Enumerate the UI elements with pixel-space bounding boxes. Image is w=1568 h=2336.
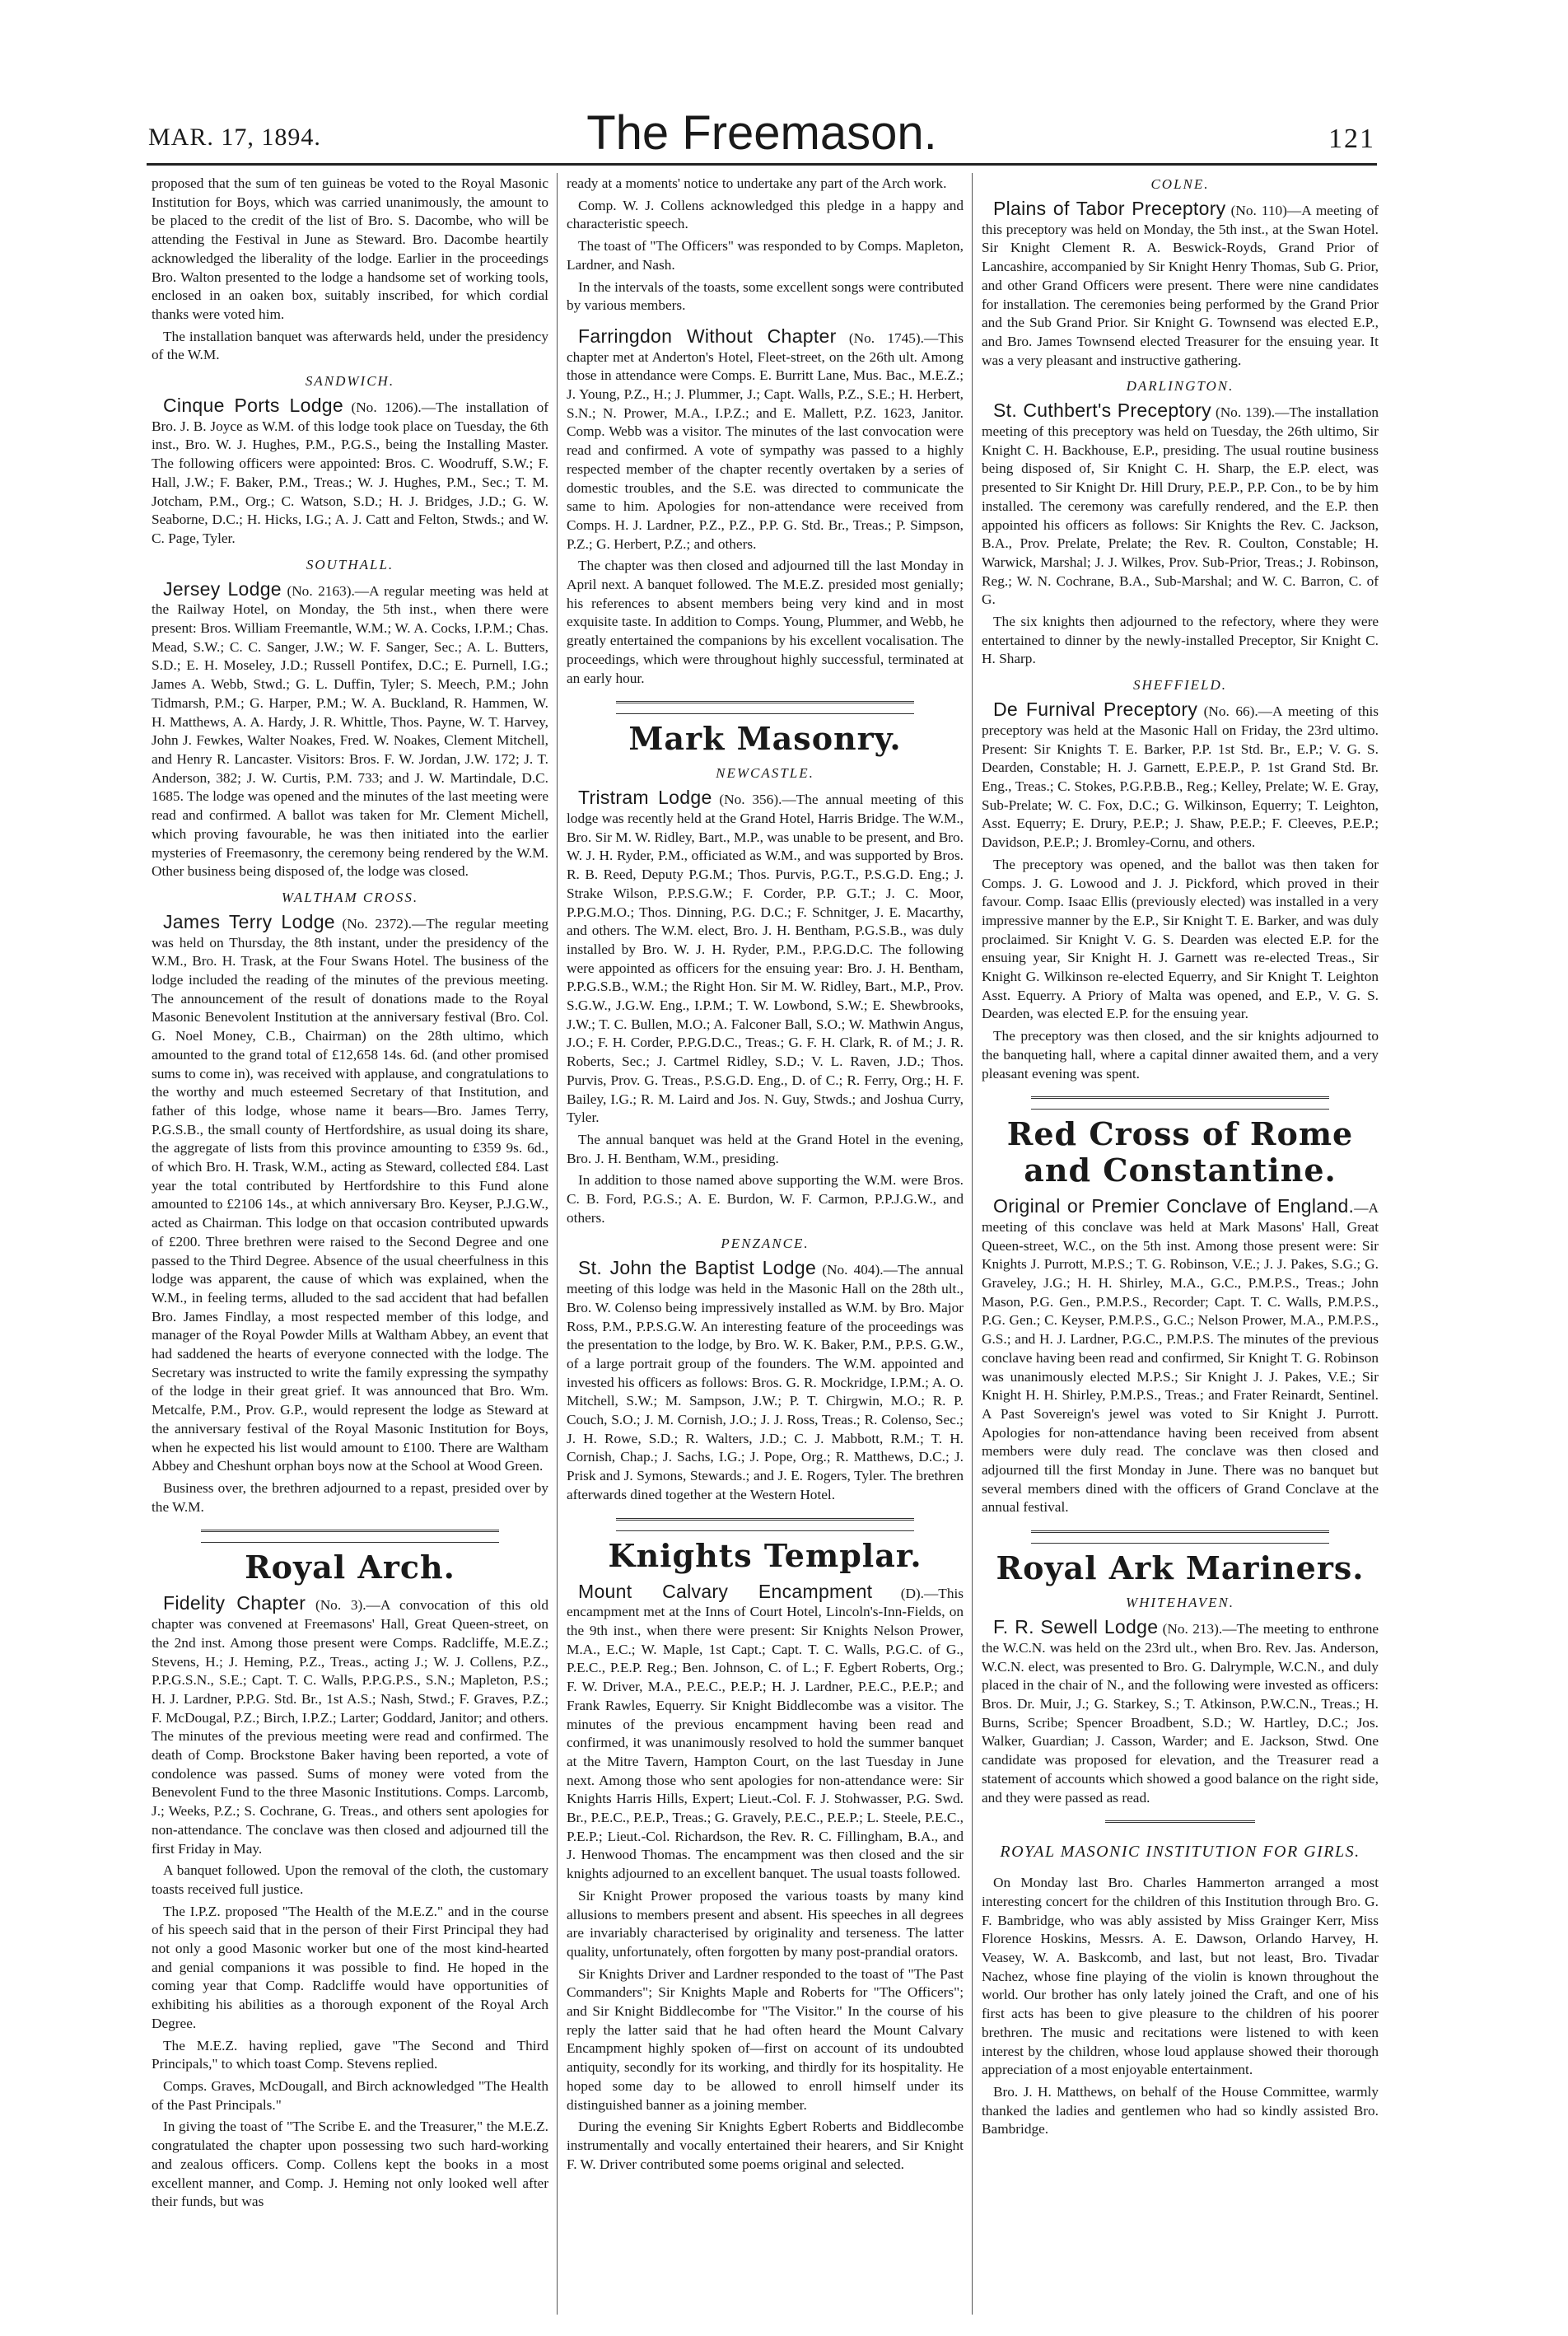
article-paragraph: On Monday last Bro. Charles Hammerton arranged a most interesting concert for the children of this Institution through Bro. G. F. Bambridge, who was ably assisted by Miss Grainger Kerr, Miss Florence Hoskins, Messrs. A. E. Dawson, Orlando Harvey, H. Veasey, W. A. Baskcomb, and last, but not least, Bro. Tivadar Nachez, whose fine playing of the violin is known throughout the world. Our brother has only lately joined the Craft, and one of his first acts has been to give pleasure to the children of his poorer brethren. The music and recitations were listened to with keen interest by the children, whose loud applause showed their thorough appreciation of a most enjoyable entertainment.	[982, 1875, 1379, 2078]
lodge-name: Cinque Ports Lodge	[163, 395, 343, 417]
article-paragraph: During the evening Sir Knights Egbert Roberts and Biddlecombe instrumentally and vocally entertained their hearers, and Sir Knight F. W. Driver contributed some poems original and selected.	[567, 2119, 964, 2172]
section-rule	[201, 1530, 499, 1543]
article-paragraph: The preceptory was opened, and the ballot was then taken for Comps. J. G. Lowood and J. J. Pickford, which proved in their favour. Comp. Isaac Ellis (previously elected) was installed in a very impressive manner by the E.P., Sir Knight T. E. Barker, and was duly proclaimed. Sir Knight V. G. S. Dearden was elected E.P. for the ensuing year, Sir Knight H. J. Garnett was re-elected Treas., Sir Knight G. Wilkinson re-elected Equerry, and Sir Knight T. Leighton Asst. Equerry. A Priory of Malta was opened, and E.P., V. G. S. Dearden, was elected E.P. for the ensuing year.	[982, 856, 1379, 1022]
lodge-name: F. R. Sewell Lodge	[993, 1616, 1159, 1638]
article-paragraph: The annual banquet was held at the Grand Hotel in the evening, Bro. J. H. Bentham, W.M., presiding.	[567, 1131, 964, 1166]
preceptory-name: Plains of Tabor Preceptory	[993, 198, 1226, 219]
column-3	[982, 175, 1379, 2324]
lodge-name: Jersey Lodge	[163, 577, 282, 600]
section-heading: Red Cross of Rome and Constantine.	[1006, 1115, 1354, 1189]
article-paragraph: Cinque Ports Lodge (No. 1206).—The installation of Bro. J. B. Joyce as W.M. of this lodge took place on Tuesday, the 6th inst., Bro. W. J. Hughes, P.M., P.G.S., being the Installing Master. The following officers were appointed: Bros. C. Woodruff, S.W.; F. Hall, J.W.; F. Baker, P.M., Treas.; W. J. Hughes, P.M., Sec.; T. M. Jotcham, P.M., Org.; C. Watson, S.D.; H. J. Bridges, J.D.; G. W. Seaborne, D.C.; H. Hicks, I.G.; A. J. Catt and Felton, Stwds.; and W. C. Page, Tyler.	[152, 395, 548, 546]
chapter-name: Farringdon Without Chapter	[578, 325, 837, 347]
article-paragraph: Comps. Graves, McDougall, and Birch acknowledged "The Health of the Past Principals."	[152, 2077, 548, 2113]
column-divider	[557, 173, 558, 2315]
article-paragraph: A banquet followed. Upon the removal of the cloth, the customary toasts received full justice.	[152, 1862, 548, 1897]
article-paragraph: St. John the Baptist Lodge (No. 404).—The annual meeting of this lodge was held in the Masonic Hall on the 28th ult., Bro. W. Colenso being impressively installed as W.M. by Bro. Major Ross, P.M., P.P.S.G.W. An interesting feature of the proceedings was the presentation to the lodge, by Bro. W. K. Baker, P.M., P.P.S. G.W., of a large portrait group of the founders. The W.M. appointed and invested his officers as follows: Bros. G. R. Mockridge, I.P.M.; A. O. Mitchell, S.W.; M. Sampson, J.W.; P. T. Chirgwin, M.O.; R. P. Couch, S.O.; J. M. Cornish, J.O.; J. J. Ross, Treas.; R. Colenso, Sec.; J. H. Rowe, S.D.; R. Walters, J.D.; C. J. Mabbott, R.M.; T. H. Cornish, Chap.; J. Sachs, I.G.; J. Pope, Org.; R. Matthews, D.C.; J. Prisk and J. Symons, Stewards.; and J. E. Rogers, Tyler. The brethren afterwards dined together at the Western Hotel.	[567, 1257, 964, 1502]
article-paragraph: Original or Premier Conclave of England.—A meeting of this conclave was held at Mark Masons' Hall, Great Queen-street, W.C., on the 5th inst. Among those present were: Sir Knights J. Purrott, M.P.S.; T. G. Robinson, V.E.; J. J. Pakes, S.G.; G. Graveley, J.G.; H. H. Shirley, M.A., G.C., P.M.P.S., Treas.; John Mason, P.G. Gen., P.M.P.S., Recorder; Capt. T. C. Walls, P.M.P.S., P.G. Gen.; C. Keyser, P.M.P.S., G.C.; Nelson Prower, M.A., P.M.P.S., G.S.; and H. J. Lardner, P.G.C., P.M.P.S. The minutes of the previous conclave having been read and confirmed, Sir Knight T. G. Robinson was unanimously elected M.P.S.; Sir Knight J. J. Pakes, V.E.; Sir Knight H. H. Shirley, P.M.P.S., Treas.; and Frater Reinardt, Sentinel. A Past Sovereign's jewel was voted to Sir Knight J. Purrott. Apologies for non-attendance having been received from absent members were duly read. The conclave was then closed and adjourned till the first Monday in June. There was no banquet but several members dined with the officers of Grand Conclave at the annual festival.	[982, 1195, 1379, 1516]
article-paragraph: The I.P.Z. proposed "The Health of the M.E.Z." and in the course of his speech said that in the person of their First Principal they had not only a good Masonic worker but one of the most kind-hearted and genial companions it was possible to find. He hoped in the coming year that Comp. Radcliffe would have opportunities of exhibiting his abilities as a thorough exponent of the Royal Arch Degree.	[152, 1903, 548, 2031]
place-heading: SHEFFIELD.	[1133, 677, 1227, 694]
page-number: 121	[1328, 124, 1375, 154]
article-paragraph: Tristram Lodge (No. 356).—The annual meeting of this lodge was recently held at the Grand Hotel, Harris Bridge. The W.M., Bro. Sir M. W. Ridley, Bart., M.P., was unable to be present, and Bro. W. J. H. Ryder, P.M., officiated as W.M., and was supported by Bros. R. B. Reed, Deputy P.G.M.; Thos. Purvis, P.G.T., P.S.G.D. Eng.; J. Strake Wilson, P.P.S.G.W.; F. Corder, P.P. G.T.; J. C. Moor, P.P.G.M.O.; Thos. Dinning, P.G. D.C.; F. Schnitger, J. E. Macarthy, and others. The W.M. elect, Bro. J. H. Bentham, P.G.S.B., was duly installed by Bro. W. J. H. Ryder, P.M., P.P.G.D.C. The following were appointed as officers for the ensuing year: Bro. J. H. Bentham, P.P.G.S.B., W.M.; the Right Hon. Sir M. W. Ridley, Bart., M.P., Prov. S.G.W., J.G.W. Eng., I.P.M.; T. W. Lowbond, S.W.; E. Shewbrooks, J.W.; T. C. Bullen, M.O.; A. Falconer Ball, S.O.; W. Mathwin Angus, J.O.; F. H. Corder, P.P.G.D.C., Treas.; G. F. H. Clark, R. of M.; J. R. Roberts, Sec.; J. Cartmel Ridley, S.D.; V. L. Raven, J.D.; Thos. Purvis, Prov. G. Treas., P.S.G.D. Eng., D. of C.; R. Ferry, Org.; H. F. Bailey, I.G.; R. M. Laird and Jos. N. Guy, Stwds.; and Joshua Curry, Tyler.	[567, 787, 964, 1126]
section-rule	[1105, 1820, 1255, 1826]
place-heading: WALTHAM CROSS.	[281, 889, 419, 905]
article-paragraph: The M.E.Z. having replied, gave "The Second and Third Principals," to which toast Comp. Stevens replied.	[152, 2037, 548, 2072]
section-rule	[1031, 1530, 1329, 1544]
article-paragraph: F. R. Sewell Lodge (No. 213).—The meeting to enthrone the W.C.N. was held on the 23rd ult., when Bro. Rev. Jas. Anderson, W.C.N. elect, was presented to Bro. G. Dalrymple, W.C.N., and duly placed in the chair of N., and the following were invested as officers: Bros. Dr. Muir, J.; G. Starkey, S.; T. Atkinson, P.W.C.N., Treas.; H. Burns, Scribe; Spencer Broadbent, S.D.; W. Hartley, D.C.; Jos. Walker, Guardian; J. Casson, Warder; and E. Jackson, Stwd. One candidate was proposed for elevation, and the Treasurer read a statement of accounts which showed a good balance on the right side, and they were passed as read.	[982, 1616, 1379, 1806]
chapter-name: Fidelity Chapter	[163, 1592, 306, 1614]
section-heading: ROYAL MASONIC INSTITUTION FOR GIRLS.	[1000, 1843, 1360, 1862]
article-paragraph: The installation banquet was afterwards held, under the presidency of the W.M.	[152, 328, 548, 363]
newspaper-title: The Freemason.	[586, 106, 937, 160]
article-paragraph: Fidelity Chapter (No. 3).—A convocation of this old chapter was convened at Freemasons' Hall, Great Queen-street, on the 2nd inst. Among those present were Comps. Radcliffe, M.E.Z.; Stevens, H.; J. Heming, P.Z., Treas., acting J.; W. J. Collens, P.Z., P.P.G.S.N., S.E.; Capt. T. C. Walls, P.P.G.P.S., S.N.; Mapleton, P.S.; H. J. Lardner, P.P.G. Std. Br., 1st A.S.; Nash, Stwd.; F. Graves, P.Z.; F. McDougal, P.Z.; Birch, I.P.Z.; Larter; Goddard, Janitor; and others. The minutes of the previous meeting were read and confirmed. The death of Comp. Brockstone Baker having been reported, a vote of condolence was passed. Sums of money were voted from the Benevolent Fund to the three Masonic Institutions. Comps. Larcomb, J.; Weeks, P.Z.; S. Cochrane, G. Treas., and others sent apologies for non-attendance. The conclave was then closed and adjourned till the first Friday in May.	[152, 1592, 548, 1857]
masthead-rule	[147, 163, 1377, 166]
section-rule	[616, 701, 914, 714]
lodge-name: Tristram Lodge	[578, 787, 712, 809]
article-paragraph: Sir Knight Prower proposed the various toasts by many kind allusions to members present and absent. His speeches in all degrees are invariably characterised by originality and terseness. The latter quality, unfortunately, often forgotten by many post-prandial orators.	[567, 1887, 964, 1960]
article-paragraph: In addition to those named above supporting the W.M. were Bros. C. B. Ford, P.G.S.; A. E. Burdon, W. F. Carmon, P.P.J.G.W., and others.	[567, 1172, 964, 1226]
section-heading: Royal Arch.	[245, 1549, 455, 1586]
article-paragraph: The preceptory was then closed, and the sir knights adjourned to the banqueting hall, where a capital dinner awaited them, and a very pleasant evening was spent.	[982, 1028, 1379, 1082]
place-heading: PENZANCE.	[721, 1236, 810, 1252]
article-paragraph: In giving the toast of "The Scribe E. and the Treasurer," the M.E.Z. congratulated the chapter upon possessing two such hard-working and zealous officers. Comp. Collens kept the books in a most excellent manner, and Comp. J. Heming not only looked well after their funds, but was	[152, 2119, 548, 2210]
article-paragraph: Bro. J. H. Matthews, on behalf of the House Committee, warmly thanked the ladies and gentlemen who had so kindly assisted Bro. Bambridge.	[982, 2083, 1379, 2137]
article-paragraph: Business over, the brethren adjourned to a repast, presided over by the W.M.	[152, 1480, 548, 1515]
article-paragraph: Farringdon Without Chapter (No. 1745).—This chapter met at Anderton's Hotel, Fleet-street, on the 26th ult. Among those in attendance were Comps. E. Burritt Lane, Mus. Bac., M.E.Z.; J. Young, P.Z., H.; J. Plummer, J.; Capt. Walls, P.Z., S.E.; H. Herbert, S.N.; N. Prower, M.A., I.P.Z.; and E. Mallett, P.Z. 1623, Janitor. Comp. Webb was a visitor. The minutes of the last convocation were read and confirmed. A vote of sympathy was passed to a highly respected member of the chapter recently overtaken by a series of domestic troubles, and the S.E. was directed to communicate the same to him. Apologies for non-attendance were received from Comps. H. J. Lardner, P.Z., P.Z., P.P. G. Std. Br., Treas.; P. Simpson, P.Z.; G. Herbert, P.Z.; and others.	[567, 325, 964, 552]
section-heading: Royal Ark Mariners.	[996, 1549, 1365, 1587]
conclave-name: Original or Premier Conclave of England.	[993, 1195, 1355, 1217]
preceptory-name: St. Cuthbert's Preceptory	[993, 399, 1211, 422]
article-paragraph: Sir Knights Driver and Lardner responded to the toast of "The Past Commanders"; Sir Knights Maple and Roberts for "The Officers"; and Sir Knight Biddlecombe for "The Visitor." In the course of his reply the latter said that he had often heard the Mount Calvary Encampment highly spoken of—first on account of its undoubted antiquity, secondly for its working, and thirdly for its hospitality. He hoped some day to be allowed to enroll himself under its distinguished banner as a joining member.	[567, 1965, 964, 2113]
section-rule	[1031, 1096, 1329, 1110]
article-paragraph: De Furnival Preceptory (No. 66).—A meeting of this preceptory was held at the Masonic Hall on Friday, the 23rd ultimo. Present: Sir Knights T. E. Barker, P.P. 1st Std. Br., E.P.; V. G. S. Dearden, Constable; H. J. Garnett, E.P.E.P., P. 1st Grand Std. Br. Eng., Treas.; C. Stokes, P.G.P.B.B., Reg.; Kelley, Prelate; W. E. Gray, Sub-Prelate; W. C. Fox, D.C.; G. Wilkinson, Equerry; T. Leighton, Asst. Equerry; E. Drury, P.E.P.; J. Shaw, P.E.P.; F. Cleeves, P.E.P.; Davidson, P.E.P.; J. Bromley-Cornu, and others.	[982, 698, 1379, 851]
section-heading: Knights Templar.	[608, 1536, 922, 1574]
place-heading: WHITEHAVEN.	[1125, 1595, 1235, 1611]
article-paragraph: proposed that the sum of ten guineas be voted to the Royal Masonic Institution for Boys, which was carried unanimously, the amount to be placed to the credit of the list of Bro. S. Dacombe, who will be attending the Festival in June as Steward. Bro. Dacombe heartily acknowledged the liberality of the lodge. Earlier in the proceedings Bro. Walton presented to the lodge a handsome set of working tools, enclosed in an oaken box, suitably inscribed, for which cordial thanks were voted him.	[152, 175, 548, 322]
article-paragraph: In the intervals of the toasts, some excellent songs were contributed by various members.	[567, 278, 964, 314]
article-paragraph: St. Cuthbert's Preceptory (No. 139).—The installation meeting of this preceptory was held on Tuesday, the 26th ultimo, Sir Knight C. H. Backhouse, E.P., presiding. The usual routine business being disposed of, Sir Knight C. H. Sharp, the E.P. elect, was presented to Sir Knight Dr. Hill Drury, P.E.P., P.P. Con., to be by him installed. The ceremony was carefully rendered, and the E.P. then appointed his officers as follows: Sir Knights the Rev. C. Jackson, B.A., Prov. Prelate, Prelate; the Rev. R. Coulton, Constable; H. Warwick, Marshal; J. J. Wilkes, Prov. Sub-Prior, Treas.; J. Robinson, Reg.; W. N. Cochrane, B.A., Sub-Marshal; and W. C. Barron, C. of G.	[982, 399, 1379, 608]
lodge-name: St. John the Baptist Lodge	[578, 1257, 817, 1279]
column-2	[567, 175, 964, 2324]
preceptory-name: De Furnival Preceptory	[993, 698, 1198, 721]
place-heading: SOUTHALL.	[306, 556, 394, 572]
place-heading: NEWCASTLE.	[716, 765, 814, 782]
lodge-name: James Terry Lodge	[163, 910, 335, 932]
article-paragraph: James Terry Lodge (No. 2372).—The regular meeting was held on Thursday, the 8th instant, under the presidency of the W.M., Bro. H. Trask, at the Four Swans Hotel. The business of the lodge included the reading of the minutes of the previous meeting. The announcement of the result of donations made to the Royal Masonic Benevolent Institution at the anniversary festival (Bro. Col. G. Noel Money, C.B., Chairman) on the 28th ultimo, which amounted to the grand total of £12,658 14s. 6d. (and other promised sums to come in), was received with applause, and congratulations to the worthy and much esteemed Secretary of that Institution, and father of this lodge, whose name it bears—Bro. James Terry, P.G.S.B., the small county of Hertfordshire, as usual doing its share, the aggregate of lists from this province amounting to £359 9s. 6d., of which Bro. H. Trask, W.M., acting as Steward, collected £84. Last year the total contributed by Hertfordshire to this Fund alone amounted to £2106 14s., at which anniversary Bro. Keyser, P.J.G.W., acted as Chairman. This lodge on that occasion contributed upwards of £200. Three brethren were raised to the Second Degree and one passed to the Third Degree. Absence of the usual cheerfulness in this lodge was apparent, the cause of which was explained, when the W.M., in feeling terms, alluded to the sad accident that had befallen Bro. James Findlay, a most respected member of this lodge, and manager of the Royal Powder Mills at Waltham Abbey, an event that had saddened the hearts of everyone connected with the lodge. The Secretary was instructed to write the family expressing the sympathy of the lodge in their great grief. It was announced that Bro. Wm. Metcalfe, P.M., Prov. G.P., would represent the lodge as Steward at the anniversary festival of the Royal Masonic Institution for Boys, when he expected his list would amount to £100. There are Waltham Abbey and Cheshunt orphan boys now at the School at Wood Green.	[152, 910, 548, 1474]
article-paragraph: Comp. W. J. Collens acknowledged this pledge in a happy and characteristic speech.	[567, 197, 964, 232]
masthead	[148, 105, 1375, 180]
article-paragraph: Plains of Tabor Preceptory (No. 110)—A meeting of this preceptory was held on Monday, the 5th inst., at the Swan Hotel. Sir Knight Clement R. A. Beswick-Royds, Grand Prior of Lancashire, accompanied by Sir Knight Henry Thomas, Sub G. Prior, and other Grand Officers were present. There were nine candidates for installation. The ceremonies being performed by the Grand Prior and the Sub Grand Prior. Sir Knight G. Townsend was elected E.P., and Bro. James Townsend elected Treasurer for the ensuing year. It was a very pleasant and instructive gathering.	[982, 198, 1379, 368]
section-rule	[616, 1518, 914, 1531]
column-divider	[972, 173, 973, 2315]
place-heading: COLNE.	[1150, 176, 1210, 192]
article-paragraph: The toast of "The Officers" was responded to by Comps. Mapleton, Lardner, and Nash.	[567, 238, 964, 273]
article-paragraph: ready at a moments' notice to undertake any part of the Arch work.	[567, 175, 947, 191]
encampment-name: Mount Calvary Encampment	[578, 1580, 873, 1602]
article-paragraph: Mount Calvary Encampment (D).—This encampment met at the Inns of Court Hotel, Lincoln's-Inn-Fields, on the 9th inst., when there were present: Sir Knights Nelson Prower, M.A., E.C.; W. Maple, 1st Capt.; Capt. T. C. Walls, P.G.C. of G., P.E.C., P.E.P. Reg.; Ben. Johnson, C. of L.; F. Egbert Roberts, Org.; F. W. Driver, M.A., P.E.C., P.E.P.; H. J. Lardner, P.E.C., P.E.P.; and Frank Rawles, Equerry. Sir Knight Biddlecombe was a visitor. The minutes of the previous encampment having been read and confirmed, it was unanimously resolved to hold the summer banquet at the Mitre Tavern, Hampton Court, on the last Tuesday in June next. Among those who sent apologies for non-attendance were: Sir Knights Harris Hills, Expert; Lieut.-Col. F. J. Stohwasser, P.G. Swd. Br., P.E.C., P.E.P., Treas.; G. Gravely, P.E.C., P.E.P.; L. Steele, P.E.C., P.E.P.; Lieut.-Col. Richardson, the Rev. R. C. Fillingham, B.A., and J. Henwood Thomas. The encampment was then closed and the sir knights adjourned to an excellent banquet. The usual toasts followed.	[567, 1580, 964, 1882]
place-heading: DARLINGTON.	[1126, 378, 1234, 395]
article-paragraph: The chapter was then closed and adjourned till the last Monday in April next. A banquet followed. The M.E.Z. presided most genially; his references to absent members being very kind and in most exquisite taste. In addition to Comps. Young, Plummer, and Webb, he greatly entertained the companions by his excellent vocalisation. The proceedings, which were throughout highly successful, terminated at an early hour.	[567, 558, 964, 686]
article-paragraph: Jersey Lodge (No. 2163).—A regular meeting was held at the Railway Hotel, on Monday, the 5th inst., when there were present: Bros. William Freemantle, W.M.; W. A. Cocks, I.P.M.; Chas. Mead, S.W.; C. C. Sanger, J.W.; W. F. Sanger, Sec.; A. L. Butters, S.D.; E. H. Moseley, J.D.; Russell Pontifex, D.C.; E. Purnell, I.G.; James A. Webb, Stwd.; G. L. Duffin, Tyler; S. Meech, P.M.; John Tidmarsh, P.M.; G. Harper, P.M.; W. A. Buckland, R. Hammen, W. H. Matthews, A. A. Hardy, J. R. Whittle, Thos. Payne, W. T. Harvey, John J. Fewkes, Walter Noakes, Fred. W. Noakes, Clement Mitchell, and Henry R. Lancaster. Visitors: Bros. F. W. Jordan, J.W. 172; J. T. Anderson, 382; J. W. Curtis, P.M. 733; and J. W. Martindale, D.C. 1685. The lodge was opened and the minutes of the last meeting were read and confirmed. A ballot was taken for Mr. Clement Michell, which proving favourable, he was then initiated into the earlier mysteries of Freemasonry, the ceremony being rendered by the W.M. Other business being disposed of, the lodge was closed.	[152, 577, 548, 880]
place-heading: SANDWICH.	[305, 373, 395, 390]
section-heading: Mark Masonry.	[628, 720, 902, 758]
article-paragraph: The six knights then adjourned to the refectory, where they were entertained to dinner by the newly-installed Preceptor, Sir Knight C. H. Sharp.	[982, 614, 1379, 667]
issue-date: MAR. 17, 1894.	[148, 124, 321, 151]
column-1	[152, 175, 548, 2324]
